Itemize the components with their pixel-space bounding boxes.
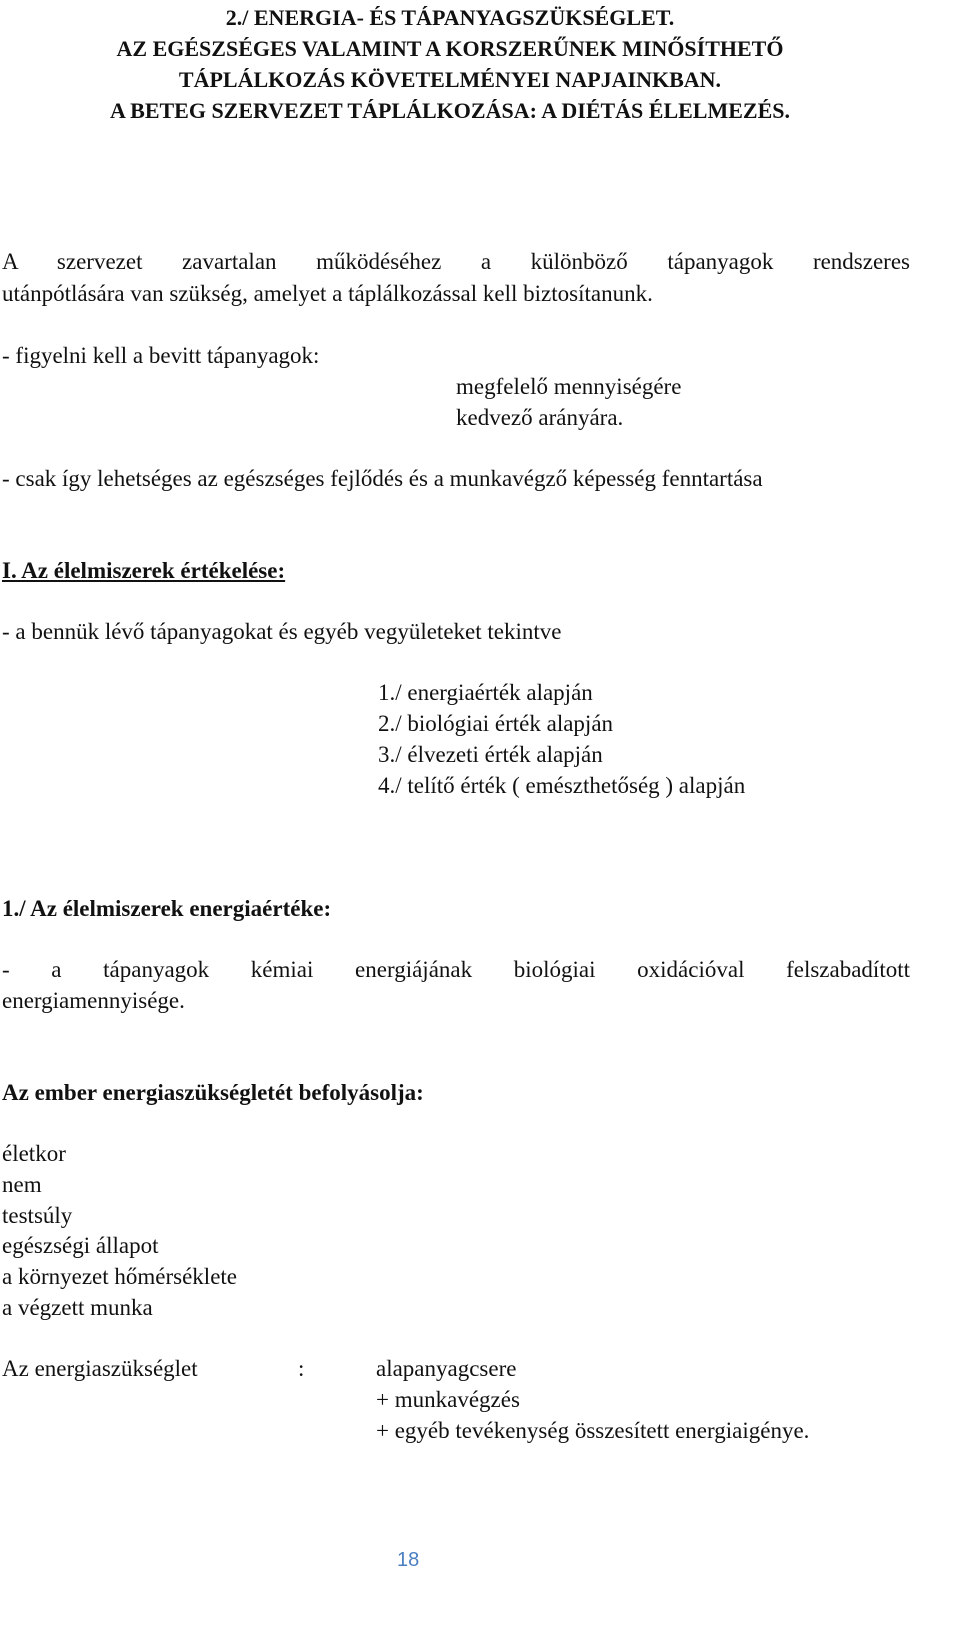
factor-item: testsúly <box>2 1203 73 1228</box>
energy-need-label: Az energiaszükséglet <box>2 1356 198 1381</box>
energy-line-1: - a tápanyagok kémiai energiájának biológiai oxidációval felszabadított <box>2 957 910 982</box>
section-heading-evaluation: I. Az élelmiszerek értékelése: <box>2 558 286 583</box>
title-line: TÁPLÁLKOZÁS KÖVETELMÉNYEI NAPJAINKBAN. <box>178 67 722 92</box>
intro-line-1: A szervezet zavartalan működéséhez a különböző tápanyagok rendszeres <box>2 249 910 274</box>
watch-item: megfelelő mennyiségére <box>456 374 682 399</box>
only-way-text: - csak így lehetséges az egészséges fejlődés és a munkavégző képesség fenntartása <box>2 466 763 491</box>
energy-need-item: + egyéb tevékenység összesített energiaigénye. <box>376 1418 810 1443</box>
section-heading-factors: Az ember energiaszükségletét befolyásolja: <box>2 1080 424 1105</box>
intro-line-2: utánpótlására van szükség, amelyet a táplálkozással kell biztosítanunk. <box>2 281 653 306</box>
evaluation-item: 2./ biológiai érték alapján <box>378 711 614 736</box>
watch-lead: - figyelni kell a bevitt tápanyagok: <box>2 343 320 368</box>
title-line: AZ EGÉSZSÉGES VALAMINT A KORSZERŰNEK MINŐSÍTHETŐ <box>116 36 784 61</box>
title-line: 2./ ENERGIA- ÉS TÁPANYAGSZÜKSÉGLET. <box>225 5 675 30</box>
energy-line-2: energiamennyisége. <box>2 988 185 1013</box>
factor-item: a környezet hőmérséklete <box>2 1264 237 1289</box>
section-heading-energy: 1./ Az élelmiszerek energiaértéke: <box>2 896 332 921</box>
evaluation-item: 4./ telítő érték ( emészthetőség ) alapján <box>378 773 746 798</box>
energy-need-colon: : <box>298 1356 305 1381</box>
factor-item: a végzett munka <box>2 1295 153 1320</box>
energy-need-item: + munkavégzés <box>376 1387 520 1412</box>
evaluation-lead: - a bennük lévő tápanyagokat és egyéb vegyületeket tekintve <box>2 619 562 644</box>
evaluation-item: 3./ élvezeti érték alapján <box>378 742 603 767</box>
evaluation-item: 1./ energiaérték alapján <box>378 680 593 705</box>
factor-item: nem <box>2 1172 42 1197</box>
title-line: A BETEG SZERVEZET TÁPLÁLKOZÁSA: A DIÉTÁS ÉLELMEZÉS. <box>109 98 791 123</box>
page-title <box>0 2 900 126</box>
watch-item: kedvező arányára. <box>456 405 624 430</box>
page-number: 18 <box>397 1549 420 1571</box>
factor-item: egészségi állapot <box>2 1233 159 1258</box>
factor-item: életkor <box>2 1141 66 1166</box>
energy-need-item: alapanyagcsere <box>376 1356 517 1381</box>
